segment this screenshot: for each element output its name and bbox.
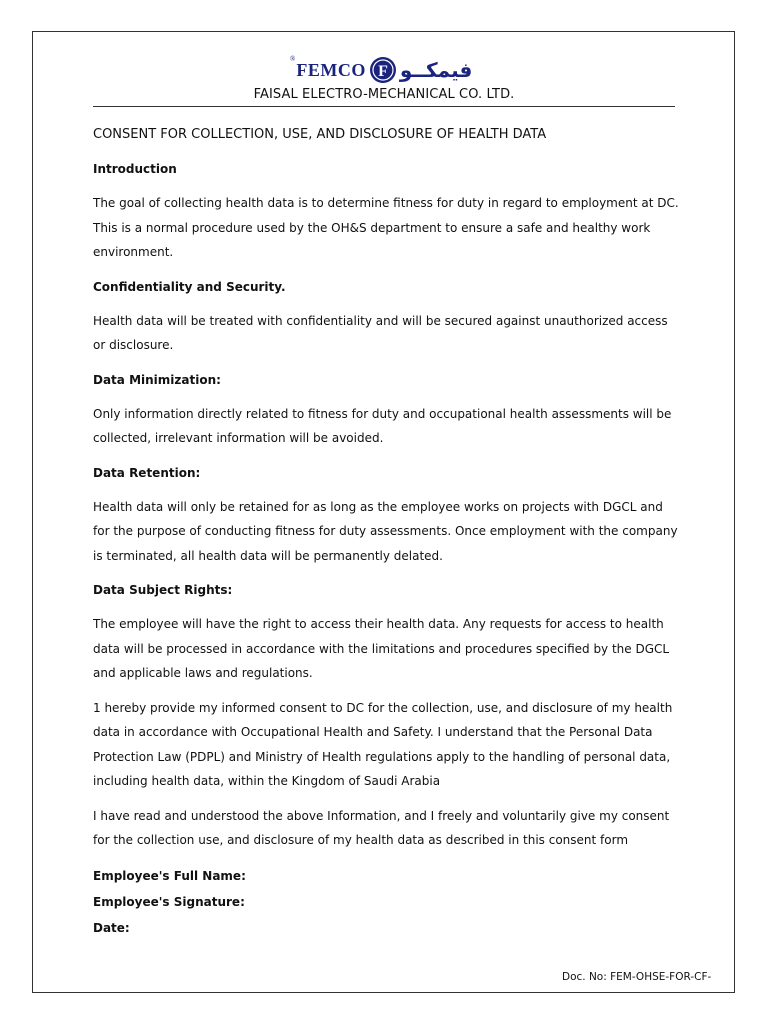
logo-arabic-text: فيمكــو — [399, 58, 473, 82]
section-heading: Data Subject Rights: — [93, 583, 233, 597]
section-confidentiality — [93, 275, 679, 358]
section-heading: Data Minimization: — [93, 372, 221, 387]
date-label: Date: — [93, 920, 130, 935]
document-number: Doc. No: FEM-OHSE-FOR-CF- — [562, 971, 712, 983]
document-title: CONSENT FOR COLLECTION, USE, AND DISCLOSURE OF HEALTH DATA — [93, 127, 547, 142]
section-data-subject-rights — [93, 578, 679, 686]
section-body: The goal of collecting health data is to determine fitness for duty in regard to employment at DC. This is a normal procedure used by the OH&S department to ensure a safe and healthy work environment. — [93, 196, 679, 259]
logo-f-mark-icon — [369, 56, 397, 84]
section-data-minimization — [93, 368, 679, 451]
section-body: Only information directly related to fitness for duty and occupational health assessments will be collected, irrelevant information will be avoided. — [93, 406, 672, 445]
consent-statement: 1 hereby provide my informed consent to DC for the collection, use, and disclosure of my health data in accordance with Occupational Health and Safety. I understand that the Personal Data Protection Law (PDPL) and Ministry of Health regulations apply to the handling of personal data, including health data, within the Kingdom of Saudi Arabia — [93, 700, 673, 788]
svg-text:F: F — [377, 63, 388, 80]
employee-full-name-label: Employee's Full Name: — [93, 868, 246, 883]
acknowledgement-statement: I have read and understood the above Information, and I freely and voluntarily give my consent for the collection use, and disclosure of my health data as described in this consent form — [93, 808, 670, 847]
section-heading: Confidentiality and Security. — [93, 279, 286, 294]
section-data-retention — [93, 461, 679, 569]
section-heading: Data Retention: — [93, 465, 201, 480]
section-body: The employee will have the right to access their health data. Any requests for access to health data will be processed in accordance with the limitations and procedures specified by the DGCL and applicable laws and regulations. — [93, 617, 670, 680]
logo-latin-text: FEMCO — [296, 59, 366, 80]
document-body — [93, 124, 679, 941]
section-introduction — [93, 157, 679, 265]
section-body: Health data will only be retained for as long as the employee works on projects with DGCL and for the purpose of conducting fitness for duty assessments. Once employment with the company is terminated, all health data will be permanently delated. — [93, 499, 678, 563]
company-logo — [290, 54, 472, 86]
section-body: Health data will be treated with confidentiality and will be secured against unauthorized access or disclosure. — [93, 313, 668, 352]
registered-mark: ® — [290, 55, 296, 63]
company-name: FAISAL ELECTRO-MECHANICAL CO. LTD. — [253, 87, 515, 102]
employee-signature-label: Employee's Signature: — [93, 894, 245, 909]
header-divider — [93, 106, 675, 107]
section-heading: Introduction — [93, 162, 177, 176]
